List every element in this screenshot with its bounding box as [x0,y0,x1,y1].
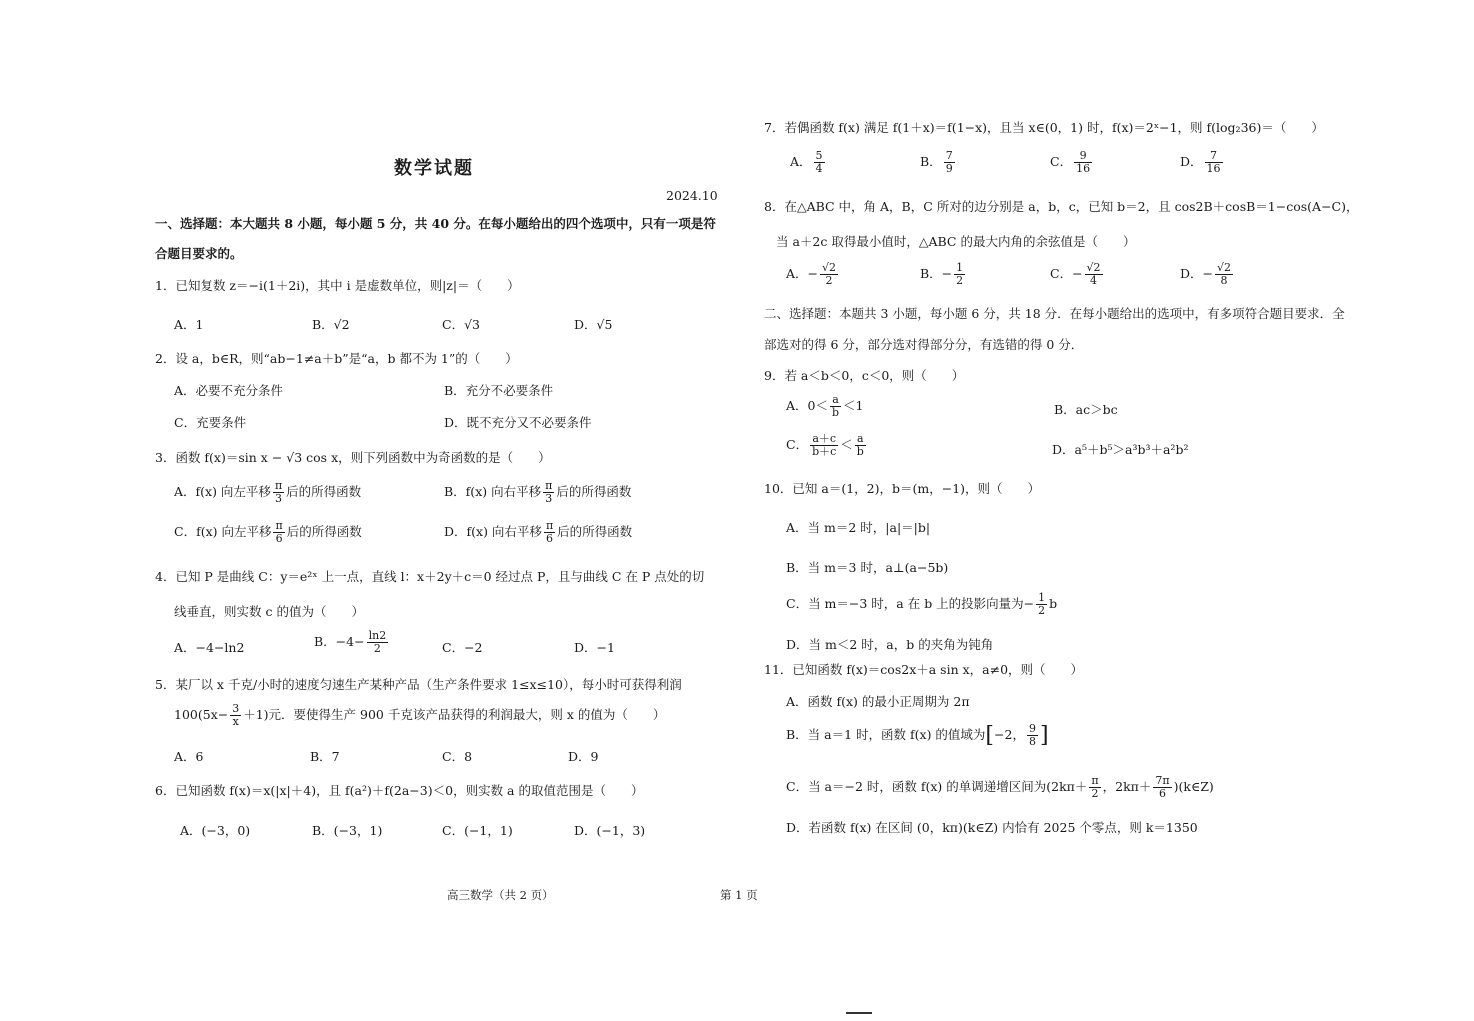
q2-option-c: C．充要条件 [174,415,247,430]
q6-stem: 6．已知函数 f(x)＝x(|x|＋4)，且 f(a²)＋f(2a−3)＜0，则实数 a 的取值范围是（ ） [155,783,644,798]
q1-option-b: B．√2 [312,317,350,332]
q9-stem: 9．若 a＜b＜0，c＜0，则（ ） [764,368,965,383]
q4-b-den: 2 [373,642,381,655]
q9-a-pre: A．0＜ [786,398,828,413]
q3-c-den: 6 [275,532,283,545]
q8-stem-cont: 当 a＋2c 取得最小值时，△ABC 的最大内角的余弦值是（ ） [776,234,1136,249]
q11-c-den2: 6 [1159,787,1166,800]
q7-option-d [1180,150,1225,175]
q5-option-c: C．8 [442,749,473,764]
section1-heading-cont: 合题目要求的。 [155,246,243,261]
q3-b-text: B．f(x) 向右平移 [444,484,542,499]
q7-c-den: 16 [1076,162,1091,175]
q4-stem: 4．已知 P 是曲线 C：y＝e²ˣ 上一点，直线 l：x＋2y＋c＝0 经过点 P，且与曲线 C 在 P 点处的切 [155,569,705,584]
q5-stem: 5．某厂以 x 千克/小时的速度匀速生产某种产品（生产条件要求 1≤x≤10），每小时可获得利润 [155,677,682,692]
section2-heading-cont: 部选对的得 6 分，部分选对得部分分，有选错的得 0 分． [764,337,1084,352]
q1-option-c: C．√3 [442,317,480,332]
q2-option-b: B．充分不必要条件 [444,383,554,398]
q11-stem: 11．已知函数 f(x)＝cos2x＋a sin x，a≠0，则（ ） [764,662,1084,677]
q11-b-mid: −2， [994,727,1025,742]
q7-b-num: 7 [945,149,953,162]
q9-c-frac2 [855,433,866,458]
q3-option-c [174,520,362,545]
q3-c-post: 后的所得函数 [286,524,362,539]
q6-option-c: C．(−1，1) [442,823,513,838]
q5-den: x [232,715,239,728]
q3-a-post: 后的所得函数 [286,484,362,499]
q9-c-den2: b [856,445,864,458]
q8-d-label: D．− [1180,266,1213,281]
q8-d-frac [1215,262,1233,287]
q7-a-den: 4 [815,162,823,175]
q8-d-den: 8 [1220,274,1228,287]
q8-a-den: 2 [825,274,833,287]
q5-option-b: B．7 [310,749,340,764]
q9-a-den: b [831,406,840,419]
q7-a-frac [814,150,825,175]
q8-a-frac [820,262,838,287]
q3-option-a [174,480,361,505]
q8-stem: 8．在△ABC 中，角 A，B，C 所对的边分别是 a，b，c，已知 b＝2，且 cos2B＋cosB＝1−cos(A−C)， [764,199,1359,214]
q3-a-num: π [274,479,283,492]
q11-b-pre: B．当 a＝1 时，函数 f(x) 的值域为 [786,727,986,742]
q11-c-frac1 [1089,775,1100,800]
q3-b-num: π [545,479,553,492]
q9-option-b: B．ac＞bc [1054,402,1118,417]
q5-option-d: D．9 [568,749,599,764]
q11-c-mid: ，2kπ＋ [1102,779,1152,794]
q7-a-num: 5 [815,149,823,162]
q10-c-post: b [1049,596,1058,611]
q8-option-d [1180,262,1235,287]
q8-option-c [1050,262,1105,287]
q11-c-post: )(k∈Z) [1173,779,1214,794]
q9-a-frac [830,394,841,419]
q9-option-a [786,394,863,419]
q8-option-b [920,262,967,287]
q3-d-frac [544,520,555,545]
q9-c-pre: C． [786,437,809,452]
q1-stem: 1．已知复数 z＝−i(1＋2i)，其中 i 是虚数单位，则|z|＝（ ） [155,278,520,293]
q2-stem: 2．设 a，b∈R，则“ab−1≠a＋b”是“a，b 都不为 1”的（ ） [155,351,518,366]
q11-c-frac2 [1153,775,1171,800]
q10-stem: 10．已知 a＝(1，2)，b＝(m，−1)，则（ ） [764,481,1041,496]
q11-c-den1: 2 [1091,787,1099,800]
q1-option-a: A．1 [174,317,204,332]
q6-option-d: D．(−1，3) [574,823,646,838]
q11-option-a: A．函数 f(x) 的最小正周期为 2π [786,694,970,709]
q7-d-frac [1205,150,1223,175]
q9-c-lt: ＜ [840,437,853,452]
q4-b-text: B．−4− [314,634,365,649]
q4-b-frac [367,630,389,655]
q4-option-a: A．−4−ln2 [174,640,245,655]
q8-a-label: A．− [786,266,819,281]
q11-c-pre: C．当 a＝−2 时，函数 f(x) 的单调递增区间为 [786,779,1047,794]
q7-option-a [790,150,827,175]
q5-formula-post: ＋1)元．要使得生产 900 千克该产品获得的利润最大，则 x 的值为（ ） [243,707,666,722]
q3-option-b [444,480,631,505]
q11-b-bracket-left: [ [985,723,995,748]
q11-option-d: D．若函数 f(x) 在区间 (0，kπ)(k∈Z) 内恰有 2025 个零点，则 k＝1350 [786,820,1198,835]
q6-option-b: B．(−3，1) [312,823,383,838]
q10-option-c [786,592,1057,617]
q7-d-num: 7 [1205,150,1223,163]
q9-c-frac [810,433,838,458]
exam-date: 2024.10 [666,188,718,203]
q3-c-num: π [275,519,283,532]
q7-d-den: 16 [1206,162,1221,175]
q3-c-text: C．f(x) 向左平移 [174,524,272,539]
q11-c-num2: 7π [1155,774,1170,787]
q9-c-den: b＋c [812,445,837,458]
q8-b-label: B．− [920,266,953,281]
q8-c-den: 4 [1090,274,1098,287]
q3-stem: 3．函数 f(x)＝sin x − √3 cos x，则下列函数中为奇函数的是（ ） [155,450,551,465]
q11-b-bracket-right: ] [1039,723,1049,748]
q11-c-num1: π [1091,774,1099,787]
q3-option-d [444,520,632,545]
q7-b-label: B． [920,154,942,169]
scan-mark [846,1012,872,1014]
q8-option-a [786,262,840,287]
q7-c-num: 9 [1074,150,1092,163]
q5-formula-pre: 100(5x− [174,707,229,722]
q3-d-den: 6 [546,532,554,545]
q10-c-frac [1036,592,1047,617]
q3-b-post: 后的所得函数 [556,484,632,499]
q4-option-b [314,630,390,655]
q3-a-frac [273,480,284,505]
q8-d-num: √2 [1217,261,1232,274]
q3-a-den: 3 [275,492,283,505]
q2-option-d: D．既不充分又不必要条件 [444,415,592,430]
q7-a-label: A． [790,154,812,169]
footer-page-number: 第 1 页 [720,888,758,902]
q9-option-d: D．a⁵＋b⁵＞a³b³＋a²b² [1052,442,1189,457]
q9-c-num2: a [855,433,866,446]
q8-b-frac [954,262,965,287]
q10-c-num: 1 [1038,591,1046,604]
q5-num: 3 [232,702,240,715]
q7-c-frac [1074,150,1092,175]
q9-a-post: ＜1 [843,398,864,413]
q8-b-den: 2 [956,274,964,287]
q7-option-c [1050,150,1094,175]
q7-stem: 7．若偶函数 f(x) 满足 f(1＋x)＝f(1−x)，且当 x∈(0，1) 时，f(x)＝2ˣ−1，则 f(log₂36)＝（ ） [764,120,1324,135]
q11-option-c [786,775,1214,800]
q9-c-num: a＋c [810,433,838,446]
q5-option-a: A．6 [174,749,204,764]
q10-option-a: A．当 m＝2 时，|a|＝|b| [786,520,931,535]
q8-b-num: 1 [956,261,964,274]
q9-option-c [786,433,868,458]
q7-b-frac [944,150,955,175]
q11-c-p1: (2kπ＋ [1046,779,1088,794]
q3-d-text: D．f(x) 向右平移 [444,524,542,539]
q3-d-post: 后的所得函数 [557,524,633,539]
q8-a-num: √2 [822,261,837,274]
q10-c-den: 2 [1038,604,1046,617]
q10-c-pre: C．当 m＝−3 时，a 在 b 上的投影向量为− [786,596,1035,611]
q11-b-frac [1027,723,1038,748]
q7-b-den: 9 [945,162,953,175]
q2-option-a: A．必要不充分条件 [174,383,284,398]
q4-b-num: ln2 [368,629,387,642]
q8-c-num: √2 [1086,261,1101,274]
q4-option-c: C．−2 [442,640,483,655]
q3-c-frac [273,520,284,545]
q5-frac [230,703,241,728]
section2-heading: 二、选择题：本题共 3 小题，每小题 6 分，共 18 分．在每小题给出的选项中，有多项符合题目要求．全 [764,306,1345,321]
q11-b-num: 9 [1028,722,1036,735]
q10-option-d: D．当 m＜2 时，a，b 的夹角为钝角 [786,637,994,652]
q11-option-b [786,723,1049,748]
q4-stem-cont: 线垂直，则实数 c 的值为（ ） [174,604,364,619]
section1-heading: 一、选择题：本大题共 8 小题，每小题 5 分，共 40 分。在每小题给出的四个选项中，只有一项是符 [155,216,716,231]
q3-a-text: A．f(x) 向左平移 [174,484,271,499]
q3-d-num: π [545,519,554,532]
q11-b-den: 8 [1028,735,1036,748]
q9-a-num: a [830,394,841,407]
q7-c-label: C． [1050,154,1073,169]
footer-left: 高三数学（共 2 页） [447,888,554,902]
q6-option-a: A．(−3，0) [180,823,251,838]
q3-b-frac [543,480,554,505]
q8-c-frac [1085,262,1103,287]
q1-option-d: D．√5 [574,317,613,332]
q7-d-label: D． [1180,154,1203,169]
q8-c-label: C．− [1050,266,1083,281]
q10-option-b: B．当 m＝3 时，a⊥(a−5b) [786,560,949,575]
q5-stem-cont [174,703,665,728]
q4-option-d: D．−1 [574,640,615,655]
q7-option-b [920,150,957,175]
q3-b-den: 3 [545,492,553,505]
page-title: 数学试题 [394,158,474,179]
